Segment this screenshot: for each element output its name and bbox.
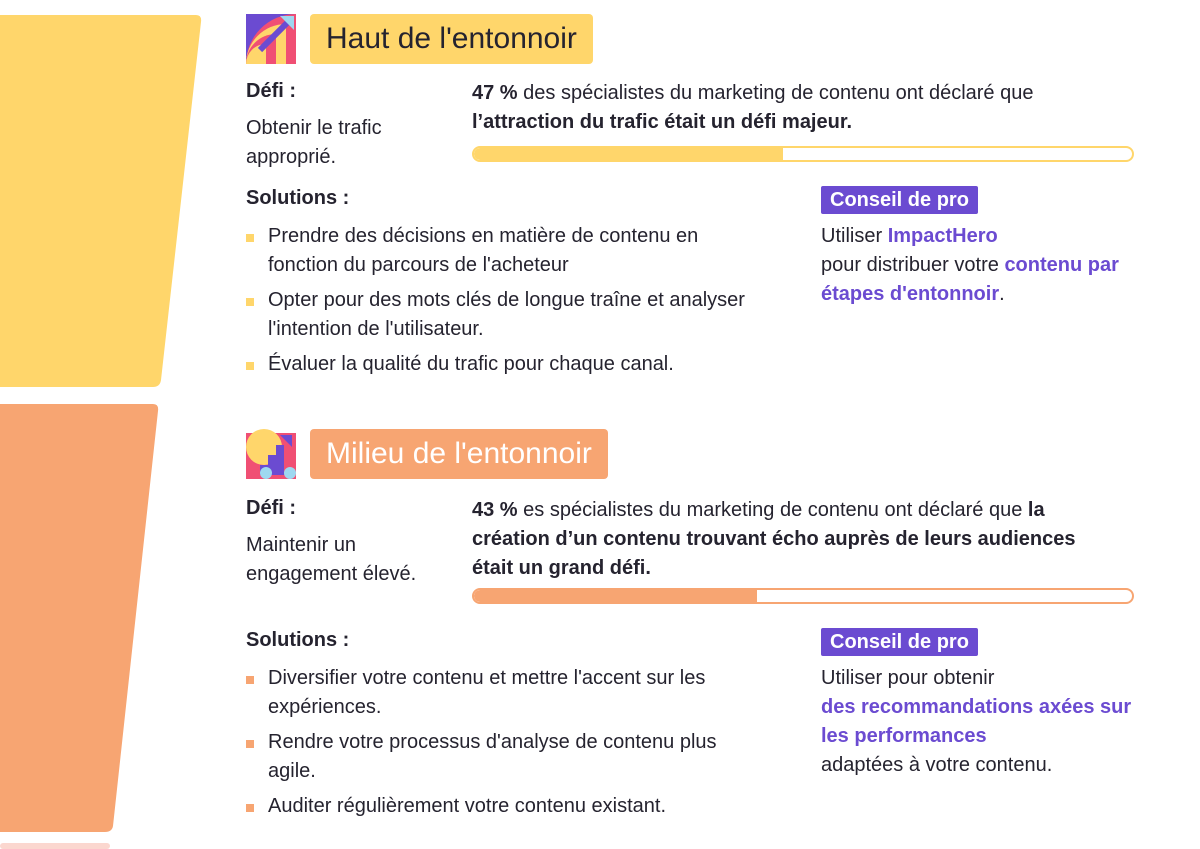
funnel-middle-stage <box>0 400 165 834</box>
statistic-percent: 47 % <box>472 82 518 104</box>
statistic-description: des spécialistes du marketing de contenu ont déclaré que <box>523 82 1034 104</box>
solutions-label: Solutions : <box>246 187 350 209</box>
funnel-bottom-stage <box>0 843 110 849</box>
bullet-icon <box>246 676 254 684</box>
lightbulb-stairs-icon <box>246 429 296 479</box>
impacthero-link[interactable]: ImpactHero <box>887 225 998 247</box>
funnel-stage-content-link[interactable]: contenu par étapes d'entonnoir <box>821 254 1119 305</box>
list-item: Diversifier votre contenu et mettre l'accent sur les expériences. <box>246 664 766 722</box>
list-item: Évaluer la qualité du trafic pour chaque canal. <box>246 350 766 379</box>
challenge-text: Obtenir le trafic approprié. <box>246 117 382 168</box>
progress-bar-fill <box>474 590 757 602</box>
statistic-description: es spécialistes du marketing de contenu ont déclaré que <box>523 499 1023 521</box>
bullet-icon <box>246 234 254 242</box>
bullet-icon <box>246 804 254 812</box>
solutions-list <box>246 222 766 385</box>
statistic-emphasis: la création d’un contenu trouvant écho auprès de leurs audiences était un grand défi. <box>472 499 1076 579</box>
pro-tip-badge: Conseil de pro <box>821 628 978 656</box>
solutions-list <box>246 664 766 827</box>
stage-title: Milieu de l'entonnoir <box>310 429 608 479</box>
solutions-label: Solutions : <box>246 629 350 651</box>
statistic-emphasis: l’attraction du trafic était un défi majeur. <box>472 111 853 133</box>
statistic-percent: 43 % <box>472 499 518 521</box>
pro-tip-text: Utiliser pour obtenir des recommandations axées sur les performances adaptées à votre contenu. <box>821 667 1132 776</box>
bullet-icon <box>246 740 254 748</box>
progress-bar-fill <box>474 148 783 160</box>
stage-title: Haut de l'entonnoir <box>310 14 593 64</box>
bullet-icon <box>246 362 254 370</box>
list-item: Rendre votre processus d'analyse de contenu plus agile. <box>246 728 766 786</box>
list-item: Opter pour des mots clés de longue traîne et analyser l'intention de l'utilisateur. <box>246 286 766 344</box>
list-item: Auditer régulièrement votre contenu existant. <box>246 792 766 821</box>
statistic-text <box>472 496 1112 583</box>
list-item: Prendre des décisions en matière de contenu en fonction du parcours de l'acheteur <box>246 222 766 280</box>
pro-tip-badge: Conseil de pro <box>821 186 978 214</box>
challenge-label: Défi : <box>246 497 296 519</box>
statistic-text <box>472 79 1112 137</box>
challenge-label: Défi : <box>246 80 296 102</box>
progress-bar <box>472 146 1134 162</box>
challenge-text: Maintenir un engagement élevé. <box>246 534 417 585</box>
pro-tip-text: Utiliser ImpactHero pour distribuer votre contenu par étapes d'entonnoir. <box>821 225 1119 305</box>
bullet-icon <box>246 298 254 306</box>
progress-bar <box>472 588 1134 604</box>
target-arrow-icon <box>246 14 296 64</box>
recommendations-link[interactable]: des recommandations axées sur les performances <box>821 696 1132 747</box>
funnel-top-stage <box>0 0 205 390</box>
